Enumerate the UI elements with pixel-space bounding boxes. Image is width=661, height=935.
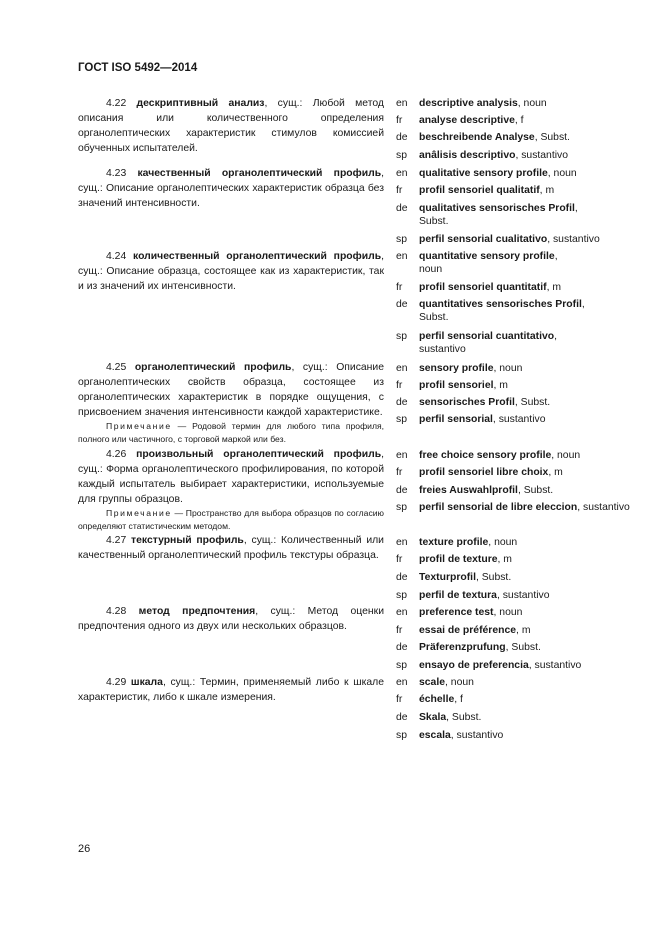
grammar-note: , sustantivo	[515, 150, 569, 161]
grammar-note: , Subst.	[517, 485, 554, 496]
equivalent-term: profil de texture	[419, 554, 498, 565]
grammar-note: , sustantivo	[419, 331, 558, 355]
term-number: 4.26	[106, 449, 127, 460]
term-name: органолептический профиль	[134, 362, 292, 373]
equivalent-entry	[396, 589, 636, 602]
term-name: произвольный органолептический профиль	[136, 449, 382, 460]
equivalent-entry	[396, 659, 636, 672]
equivalent-entry	[396, 449, 636, 462]
equivalent-term: profil sensoriel	[419, 380, 494, 391]
equivalent-entry	[396, 641, 636, 654]
lang-code: sp	[396, 660, 407, 671]
lang-code: en	[396, 677, 408, 688]
lang-code: sp	[396, 730, 407, 741]
equivalent-term: quantitatives sensorisches Profil	[419, 299, 582, 310]
term-definition: , сущ.: Термин, применяемый либо к шкале характеристик, либо к шкале измерения.	[78, 677, 384, 703]
equivalent-entry	[396, 281, 636, 294]
equivalent-entry	[396, 536, 636, 549]
equivalent-term: quantitative sensory profile	[419, 251, 555, 262]
grammar-note: , m	[516, 625, 531, 636]
lang-code: en	[396, 98, 408, 109]
grammar-note: , f	[514, 115, 524, 126]
equivalent-entry	[396, 624, 636, 637]
equivalent-term: qualitative sensory profile	[419, 168, 548, 179]
term-number: 4.29	[106, 677, 127, 688]
equivalent-term: sensorisches Profil	[419, 397, 515, 408]
equivalent-term: freies Auswahlprofil	[419, 485, 518, 496]
lang-code: de	[396, 397, 408, 408]
term-entry-4-28	[78, 604, 384, 634]
equivalent-entry	[396, 693, 636, 706]
grammar-note: , sustantivo	[450, 730, 504, 741]
grammar-note: , m	[497, 554, 512, 565]
term-entry-4-29	[78, 675, 384, 705]
equivalent-term: qualitatives sensorisches Profil	[419, 203, 575, 214]
term-number: 4.23	[106, 168, 127, 179]
term-number: 4.28	[106, 606, 127, 617]
grammar-note: , noun	[517, 98, 547, 109]
grammar-note: , Subst.	[446, 712, 482, 723]
lang-code: fr	[396, 282, 403, 293]
lang-code: fr	[396, 554, 403, 565]
lang-code: fr	[396, 625, 403, 636]
term-definition: , сущ.: Любой метод описания или количественного определения органолептических характеристик стимулов комиссией обученных испытателей.	[78, 98, 384, 154]
lang-code: fr	[396, 115, 403, 126]
term-number: 4.25	[106, 362, 127, 373]
equivalent-entry	[396, 501, 636, 514]
equivalent-entry	[396, 396, 636, 409]
equivalent-entry	[396, 131, 636, 144]
equivalent-entry	[396, 484, 636, 497]
grammar-note: , Subst.	[419, 299, 585, 323]
grammar-note: , m	[546, 282, 562, 293]
equivalent-entry	[396, 729, 636, 742]
page-number: 26	[78, 843, 91, 855]
equivalent-term: perfil sensorial cualitativo	[419, 234, 548, 245]
equivalent-term: perfil sensorial cuantitativo	[419, 331, 555, 342]
term-entry-4-24	[78, 249, 384, 294]
equivalent-term: échelle	[419, 694, 455, 705]
equivalent-term: preference test	[419, 607, 494, 618]
equivalent-term: perfil de textura	[419, 590, 497, 601]
equivalent-term: profil sensoriel quantitatif	[419, 282, 547, 293]
grammar-note: , noun	[493, 363, 523, 374]
lang-code: sp	[396, 414, 407, 425]
grammar-note: , m	[548, 467, 563, 478]
grammar-note: , noun	[493, 607, 523, 618]
lang-code: sp	[396, 590, 407, 601]
grammar-note: , sustantivo	[547, 234, 600, 245]
grammar-note: , noun	[551, 450, 581, 461]
equivalent-term: profil sensoriel libre choix	[419, 467, 549, 478]
equivalent-entry	[396, 571, 636, 584]
grammar-note: , sustantivo	[528, 660, 582, 671]
equivalent-term: scale	[419, 677, 446, 688]
equivalent-term: profil sensoriel qualitatif	[419, 185, 540, 196]
equivalent-term: free choice sensory profile	[419, 450, 552, 461]
term-name: шкала	[130, 677, 163, 688]
term-number: 4.27	[106, 535, 127, 546]
lang-code: en	[396, 537, 408, 548]
equivalent-entry	[396, 379, 636, 392]
term-definition: , сущ.: Форма органолептического профилирования, по которой каждый испытатель выбирает характеристики, используемые для группы образцов.	[78, 449, 385, 505]
lang-code: sp	[396, 331, 407, 342]
equivalent-entry	[396, 202, 636, 228]
equivalent-entry	[396, 298, 636, 324]
grammar-note: , Subst.	[419, 203, 578, 227]
equivalent-term: Präferenzprufung	[419, 642, 506, 653]
grammar-note: , noun	[419, 251, 558, 275]
equivalent-term: essai de préférence	[419, 625, 517, 636]
lang-code: sp	[396, 150, 407, 161]
grammar-note: , f	[454, 694, 463, 705]
equivalent-entry	[396, 553, 636, 566]
equivalent-term: anâlisis descriptivo	[419, 150, 516, 161]
term-definition: , сущ.: Описание образца, состоящее как из характеристик, так и из значений их интенсивности.	[78, 251, 385, 292]
equivalent-term: perfil sensorial de libre eleccion	[419, 502, 578, 513]
equivalent-term: ensayo de preferencia	[419, 660, 529, 671]
lang-code: de	[396, 203, 408, 214]
term-definition: , сущ.: Метод оценки предпочтения одного из двух или нескольких образцов.	[78, 606, 385, 632]
note-4-26	[78, 507, 384, 532]
lang-code: de	[396, 712, 408, 723]
equivalent-entry	[396, 184, 636, 197]
lang-code: sp	[396, 502, 407, 513]
term-name: метод предпочтения	[138, 606, 256, 617]
term-name: качественный органолептический профиль	[137, 168, 382, 179]
lang-code: de	[396, 642, 408, 653]
term-definition: , сущ.: Описание органолептических характеристик образца без значений интенсивности.	[78, 168, 384, 209]
lang-code: sp	[396, 234, 407, 245]
equivalent-term: Skala	[419, 712, 447, 723]
equivalent-entry	[396, 233, 636, 246]
equivalent-term: descriptive analysis	[419, 98, 518, 109]
equivalent-term: Texturprofil	[419, 572, 476, 583]
lang-code: en	[396, 251, 408, 262]
term-name: текстурный профиль	[131, 535, 244, 546]
equivalent-term: analyse descriptive	[419, 115, 515, 126]
term-entry-4-22	[78, 96, 384, 156]
grammar-note: , sustantivo	[577, 502, 630, 513]
term-entry-4-26	[78, 447, 384, 507]
equivalent-entry	[396, 250, 636, 276]
equivalent-term: beschreibende Analyse	[419, 132, 535, 143]
equivalent-entry	[396, 362, 636, 375]
equivalent-entry	[396, 711, 636, 724]
term-definition: , сущ.: Описание органолептических свойств образца, состоящее из органолептических характеристик в порядке ощущения, с присвоением значения интенсивности каждой характеристике.	[78, 362, 385, 418]
lang-code: fr	[396, 467, 403, 478]
lang-code: en	[396, 363, 408, 374]
note-label: Примечание	[106, 421, 172, 431]
equivalent-entry	[396, 466, 636, 479]
lang-code: fr	[396, 694, 403, 705]
grammar-note: , m	[539, 185, 555, 196]
note-label: Примечание	[106, 508, 172, 518]
term-number: 4.24	[106, 251, 127, 262]
grammar-note: , Subst.	[475, 572, 512, 583]
grammar-note: , noun	[488, 537, 518, 548]
grammar-note: , m	[493, 380, 508, 391]
equivalent-term: perfil sensorial	[419, 414, 493, 425]
equivalent-entry	[396, 330, 636, 356]
grammar-note: , sustantivo	[496, 590, 550, 601]
note-text: — Пространство для выбора образцов по согласию определяют статистическим методом.	[78, 508, 384, 531]
equivalent-term: sensory profile	[419, 363, 494, 374]
lang-code: de	[396, 572, 408, 583]
equivalent-entry	[396, 114, 636, 127]
equivalent-entry	[396, 167, 636, 180]
term-number: 4.22	[106, 98, 127, 109]
equivalent-term: texture profile	[419, 537, 489, 548]
equivalent-entry	[396, 676, 636, 689]
term-definition: , сущ.: Количественный или качественный органолептический профиль текстуры образца.	[78, 535, 384, 561]
lang-code: en	[396, 607, 408, 618]
equivalent-term: escala	[419, 730, 451, 741]
document-header: ГОСТ ISO 5492—2014	[78, 62, 198, 74]
equivalent-entry	[396, 149, 636, 162]
term-entry-4-23	[78, 166, 384, 211]
lang-code: fr	[396, 380, 403, 391]
lang-code: de	[396, 299, 408, 310]
grammar-note: , Subst.	[534, 132, 570, 143]
grammar-note: , Subst.	[514, 397, 551, 408]
lang-code: fr	[396, 185, 403, 196]
lang-code: de	[396, 132, 408, 143]
term-entry-4-25	[78, 360, 384, 420]
equivalent-entry	[396, 413, 636, 426]
lang-code: en	[396, 450, 408, 461]
term-entry-4-27	[78, 533, 384, 563]
grammar-note: , sustantivo	[492, 414, 546, 425]
note-4-25	[78, 420, 384, 445]
lang-code: de	[396, 485, 408, 496]
grammar-note: , noun	[445, 677, 474, 688]
equivalent-entry	[396, 97, 636, 110]
term-name: количественный органолептический профиль	[133, 251, 382, 262]
grammar-note: , noun	[547, 168, 577, 179]
equivalent-entry	[396, 606, 636, 619]
grammar-note: , Subst.	[505, 642, 541, 653]
note-text: — Родовой термин для любого типа профиля, полного или частичного, с торговой маркой или без.	[78, 421, 384, 444]
lang-code: en	[396, 168, 408, 179]
term-name: дескриптивный анализ	[136, 98, 265, 109]
